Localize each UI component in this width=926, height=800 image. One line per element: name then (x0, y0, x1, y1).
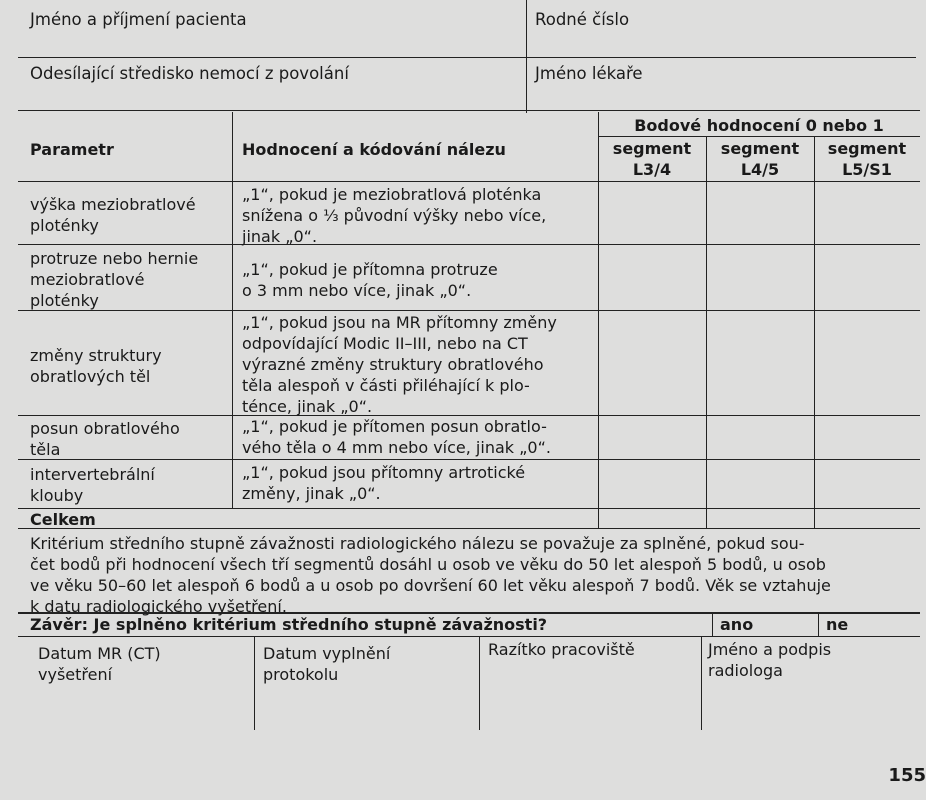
doctor-name-label: Jméno lékaře (535, 64, 643, 83)
footer-divider-3 (701, 637, 702, 730)
footer-divider-1 (254, 637, 255, 730)
eval-col-divider (598, 112, 599, 528)
row-2-eval: „1“, pokud je přítomna protruze o 3 mm nebo více, jinak „0“. (242, 260, 498, 300)
score-subheader-line (598, 136, 920, 137)
segment-l45-header: segment L4/5 (720, 139, 800, 179)
segment-divider-1 (706, 137, 707, 528)
row-4-param: posun obratlového těla (30, 419, 180, 459)
patient-name-label: Jméno a příjmení pacienta (30, 10, 247, 29)
stamp-label: Razítko pracoviště (488, 640, 635, 659)
row-4-eval: „1“, pokud je přítomen posun obratlo- vého těla o 4 mm nebo více, jinak „0“. (242, 417, 551, 457)
segment-l34-header: segment L3/4 (612, 139, 692, 179)
segment-divider-2 (814, 137, 815, 528)
col-parameter-header: Parametr (30, 140, 114, 159)
filled-date-label: Datum vyplnění protokolu (263, 644, 391, 684)
segment-l5s1-header: segment L5/S1 (827, 139, 907, 179)
row-5-param: intervertebrální klouby (30, 465, 155, 505)
criterion-text: Kritérium středního stupně závažnosti radiologického nálezu se považuje za splněné, pokud sou- čet bodů při hodnocení všech tří segmentů dosáhl u osob ve věku do 50 let alespoň 5 bodů, u osob ve věku 50–60 let alespoň 6 bodů a u osob po dovršení 60 let věku alespoň 7 bodů. Věk se vztahuje k datu radiologického vyšetření. (30, 534, 831, 616)
row-1-param: výška meziobratlové ploténky (30, 195, 196, 235)
conclusion-question: Závěr: Je splněno kritérium středního stupně závažnosti? (30, 615, 548, 634)
header-line-2 (18, 110, 920, 111)
total-line (18, 528, 920, 529)
radiologist-label: Jméno a podpis radiologa (708, 640, 832, 680)
no-divider (818, 613, 819, 636)
mr-date-label: Datum MR (CT) vyšetření (38, 644, 161, 684)
total-label: Celkem (30, 510, 96, 529)
footer-divider-2 (479, 637, 480, 730)
page-number: 155 (888, 765, 926, 786)
header-line-1 (18, 57, 916, 58)
yes-divider (712, 613, 713, 636)
row-3-eval: „1“, pokud jsou na MR přítomny změny odpovídající Modic II–III, nebo na CT výrazné změny struktury obratlového těla alespoň v části přiléhající k plo- ténce, jinak „0“. (242, 313, 557, 416)
table-header-bottom-line (18, 181, 920, 182)
param-col-divider (232, 112, 233, 508)
conclusion-no-option[interactable]: ne (826, 615, 849, 634)
row-line-5 (18, 508, 920, 509)
row-3-param: změny struktury obratlových těl (30, 346, 162, 386)
col-evaluation-header: Hodnocení a kódování nálezu (242, 140, 506, 159)
conclusion-yes-option[interactable]: ano (720, 615, 754, 634)
row-1-eval: „1“, pokud je meziobratlová ploténka snížena o ⅓ původní výšky nebo více, jinak „0“. (242, 185, 547, 246)
birth-number-label: Rodné číslo (535, 10, 630, 29)
row-5-eval: „1“, pokud jsou přítomny artrotické změny, jinak „0“. (242, 463, 526, 503)
referring-center-label: Odesílající středisko nemocí z povolání (30, 64, 349, 83)
conclusion-bottom-line (18, 636, 920, 637)
col-score-header: Bodové hodnocení 0 nebo 1 (634, 116, 884, 135)
row-2-param: protruze nebo hernie meziobratlové ploténky (30, 249, 199, 310)
